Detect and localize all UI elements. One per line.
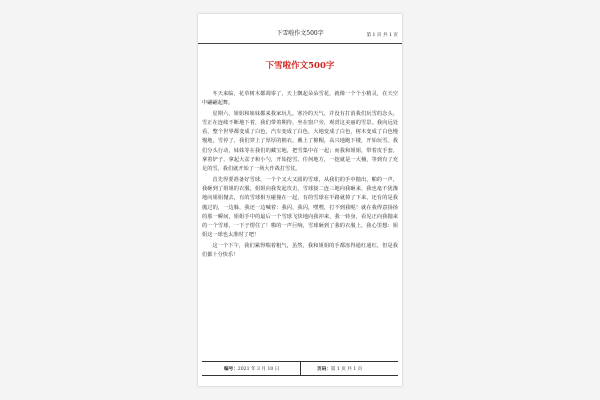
footer-page: [317, 366, 362, 372]
header-page-indicator: 第 1 页 共 1 页: [366, 33, 398, 38]
document-page: [198, 14, 402, 386]
page-footer: [202, 361, 398, 376]
header-divider: [198, 43, 402, 44]
paragraph: 这一个下午，我们累得喘着粗气，虽然，我和姐姐的手都冻得通红通红，但是我们都十分快乐！: [202, 242, 398, 259]
paragraph: 冬天来临，花草树木都凋零了，天上飘起朵朵雪花，就像一个个小精灵，在天空中翩翩起舞。: [202, 91, 398, 107]
page-header: [198, 14, 402, 44]
footer-divider: [300, 362, 301, 375]
running-title: 下雪啦作文500字: [276, 30, 324, 37]
paragraph: 星期六，姐姐和妹妹都来我家玩儿。寒冷的天气，并没有打消我们玩雪的念头。雪正在连续不断地下着，我们带着期待，坐在窗户旁，观赏这美丽的雪景。我向远处看，整个世界都变成了白色，汽车变成了白色，大地变成了白色，树木变成了白色慢慢地，雪停了，我们穿上了厚厚的棉衣，戴上了棉帽，高兴地跑下楼，开始玩雪。我们分头行动，妹妹等在我们的藏宝地，把雪集中在一起；而我和姐姐，带着皮手套，拿着铲子，拿起大盆子和小勺，开始挖雪。任何地方，一挖就是一大桶，等到有了充足的雪，我们就开始了一场大作战打雪仗。: [202, 110, 398, 173]
footer-page-label: 页码：: [317, 366, 331, 372]
footer-number-label: 编号：: [224, 366, 238, 372]
footer-number-value: 2021 年 3 月 10 日: [237, 366, 280, 372]
footer-number: [224, 366, 279, 372]
footer-page-value: 第 1 页 共 1 页: [330, 366, 363, 372]
paragraph: 首先得要准备好雪球，一个个又大又圆的雪球，从我们的手中抛出，啪的一声，我砸到了姐姐的衣服，姐姐向我发起攻击，雪球接二连三地向我砸来，我也毫不犹豫地向姐姐抛去，有的雪球相互碰撞在一起，有的雪球在半路就掉了下来，还有的是我抛过的，一边躲，我还一边喊着：我闪，我闪，嘿嘿，打不到我呢！就在我得意扬扬的那一瞬间，姐姐手中的最后一个雪球飞快地向我冲来，我一转身，看见正向我抛来的一个雪球，一下子愣住了！啪的一声巨响，雪球砸到了我的衣服上，我心里想：姐姐这一球也太准时了吧！: [202, 176, 398, 239]
document-title: 下雪啦作文500字: [265, 61, 335, 71]
document-body: [202, 90, 398, 261]
